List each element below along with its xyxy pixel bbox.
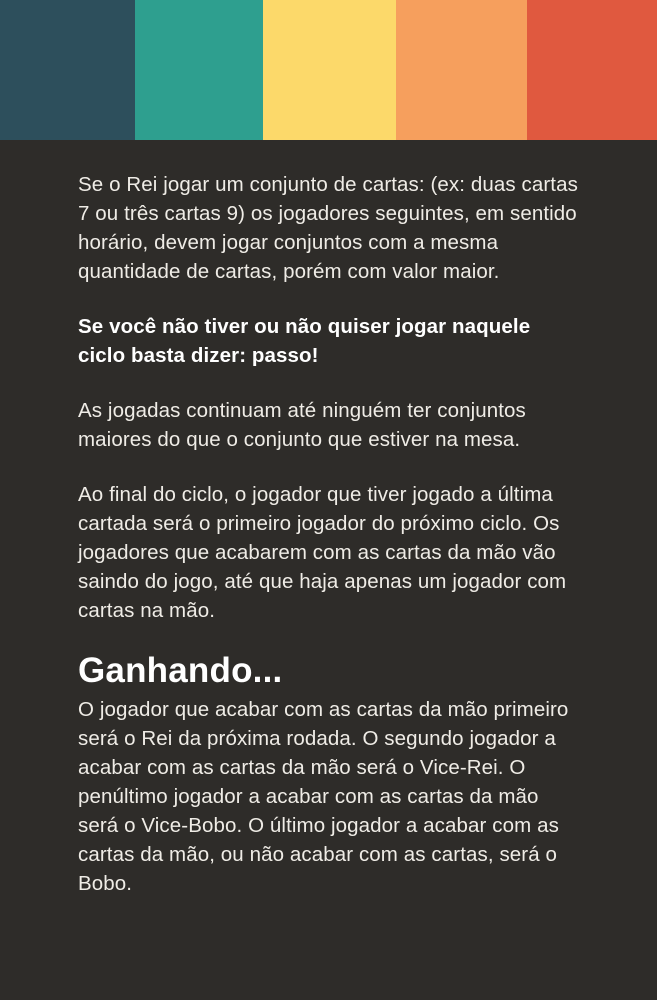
swatch-orange: [396, 0, 527, 140]
document-content: [0, 140, 657, 898]
paragraph-ganhando-body: O jogador que acabar com as cartas da mão primeiro será o Rei da próxima rodada. O segundo jogador a acabar com as cartas da mão será o Vice-Rei. O penúltimo jogador a acabar com as cartas da mão será o Vice-Bobo. O último jogador a acabar com as cartas da mão, ou não acabar com as cartas, será o Bobo.: [78, 698, 569, 895]
paragraph-passo: Se você não tiver ou não quiser jogar naquele ciclo basta dizer: passo!: [78, 315, 531, 367]
swatch-red: [527, 0, 657, 140]
swatch-teal: [135, 0, 263, 140]
paragraph-final-ciclo: Ao final do ciclo, o jogador que tiver jogado a última cartada será o primeiro jogador do próximo ciclo. Os jogadores que acabarem com as cartas da mão vão saindo do jogo, até que haja apenas um jogador com cartas na mão.: [78, 483, 567, 622]
swatch-yellow: [263, 0, 396, 140]
paragraph-conjunto: Se o Rei jogar um conjunto de cartas: (ex: duas cartas 7 ou três cartas 9) os jogadores seguintes, em sentido horário, devem jogar conjuntos com a mesma quantidade de cartas, porém com valor maior.: [78, 173, 578, 283]
paragraph-jogadas: As jogadas continuam até ninguém ter conjuntos maiores do que o conjunto que estiver na mesa.: [78, 399, 526, 451]
swatch-dark-teal: [0, 0, 135, 140]
section-heading-ganhando: Ganhando...: [78, 651, 283, 690]
color-bar: [0, 0, 657, 140]
